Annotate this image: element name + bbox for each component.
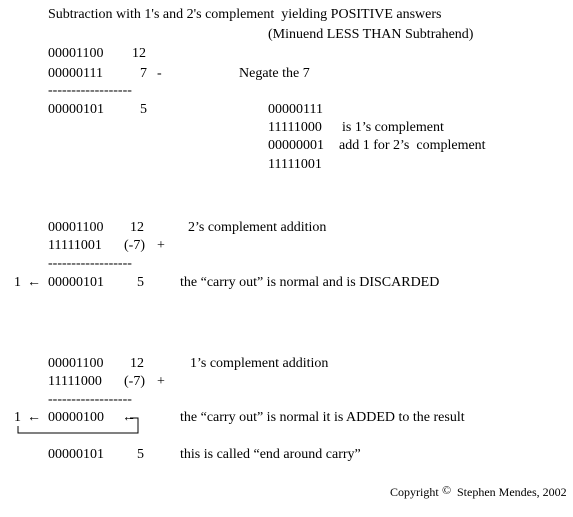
block2-carry: 1 [14,275,21,290]
copyright-icon: © [442,483,452,497]
block2-addend-a-binary: 00001100 [48,220,104,235]
block2-result-binary: 00000101 [48,275,104,290]
add-one-value: 00000001 [268,138,324,153]
block2-addend-b-binary: 11111001 [48,238,102,253]
block1-rule: ------------------ [48,83,132,98]
block3-final-decimal: 5 [137,447,144,462]
block3-addend-a-binary: 00001100 [48,356,104,371]
block2-note: the “carry out” is normal and is DISCARDED [180,275,440,290]
block2-title: 2’s complement addition [188,220,327,235]
copyright-label: Copyright [390,485,439,499]
block3-final-binary: 00000101 [48,447,104,462]
block2-result-decimal: 5 [137,275,144,290]
copyright-author: Stephen Mendes, 2002 [457,485,567,499]
block1-result-binary: 00000101 [48,102,104,117]
block3-carry: 1 [14,410,21,425]
block1-subtrahend-decimal: 7 [140,66,147,81]
negate-label: Negate the 7 [239,66,310,81]
negation-original: 00000111 [268,102,323,117]
block3-addend-b-binary: 11111000 [48,374,102,389]
block3-addend-b-decimal: (-7) [124,374,145,389]
block1-minuend-binary: 00001100 [48,46,104,61]
block2-addend-a-decimal: 12 [130,220,144,235]
block3-partial-binary: 00000100 [48,410,104,425]
block3-title: 1’s complement addition [190,356,329,371]
document-title: Subtraction with 1's and 2's complement yielding POSITIVE answers [48,7,442,22]
block3-back-arrow: ← [122,410,136,425]
ones-complement-label: is 1’s complement [342,120,444,135]
block2-operator: + [157,238,165,253]
block1-subtrahend-binary: 00000111 [48,66,103,81]
block1-result-decimal: 5 [140,102,147,117]
ones-complement-value: 11111000 [268,120,322,135]
twos-complement-value: 11111001 [268,157,322,172]
add-one-label: add 1 for 2’s complement [339,138,486,153]
block1-minuend-decimal: 12 [132,46,146,61]
document-subtitle: (Minuend LESS THAN Subtrahend) [268,27,474,42]
block3-addend-a-decimal: 12 [130,356,144,371]
block3-note: the “carry out” is normal it is ADDED to the result [180,410,465,425]
block1-operator: - [157,66,162,81]
block2-carry-arrow: ← [27,275,41,290]
block3-rule: ------------------ [48,392,132,407]
block3-carry-arrow: ← [27,410,41,425]
block2-rule: ------------------ [48,256,132,271]
block2-addend-b-decimal: (-7) [124,238,145,253]
block3-operator: + [157,374,165,389]
block3-final-note: this is called “end around carry” [180,447,361,462]
